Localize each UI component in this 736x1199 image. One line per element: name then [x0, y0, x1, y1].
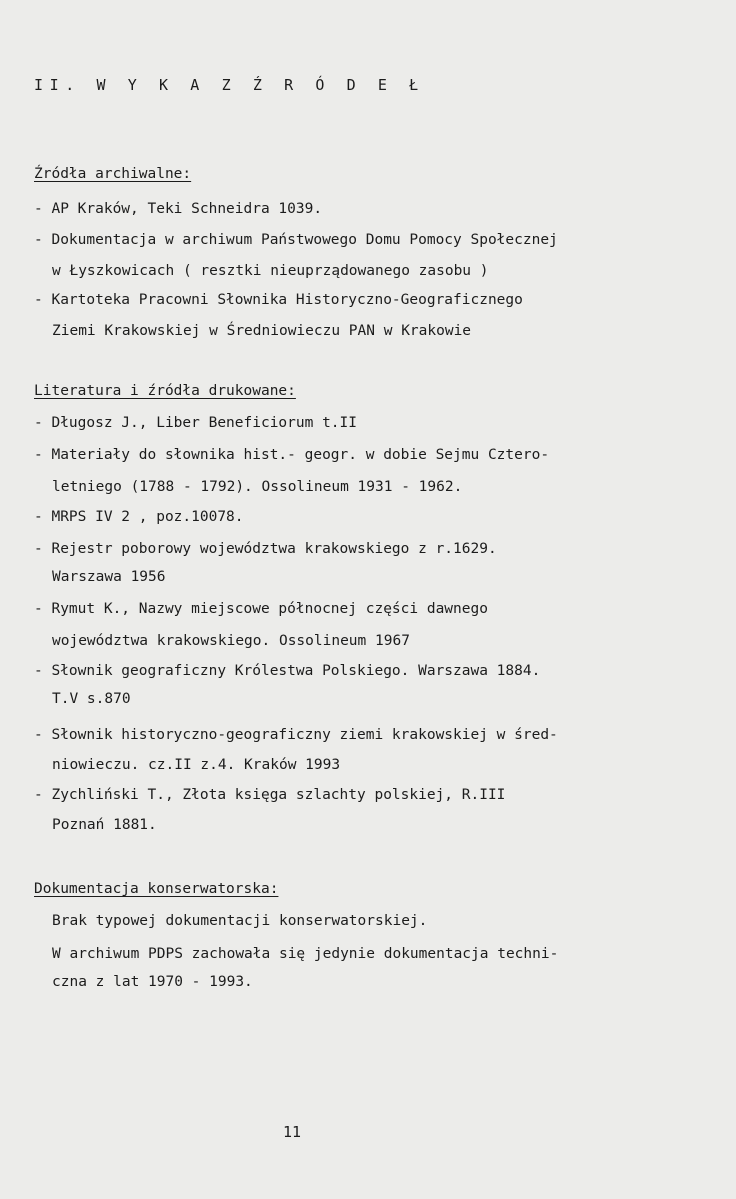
- conservation-line: Brak typowej dokumentacji konserwatorskiej.: [52, 913, 428, 929]
- literature-line: - Zychliński T., Złota księga szlachty polskiej, R.III: [34, 787, 506, 803]
- literature-line: Warszawa 1956: [52, 569, 166, 585]
- literature-line: - Słownik historyczno-geograficzny ziemi krakowskiej w śred-: [34, 727, 558, 743]
- archival-line: - Dokumentacja w archiwum Państwowego Domu Pomocy Społecznej: [34, 232, 558, 248]
- literature-line: T.V s.870: [52, 691, 131, 707]
- literature-line: - Rejestr poborowy województwa krakowskiego z r.1629.: [34, 541, 497, 557]
- section-heading-literature: Literatura i źródła drukowane:: [34, 383, 296, 399]
- conservation-line: W archiwum PDPS zachowała się jedynie dokumentacja techni-: [52, 946, 559, 962]
- literature-line: - Materiały do słownika hist.- geogr. w dobie Sejmu Cztero-: [34, 447, 550, 463]
- literature-line: Poznań 1881.: [52, 817, 157, 833]
- literature-line: letniego (1788 - 1792). Ossolineum 1931 - 1962.: [52, 479, 463, 495]
- archival-line: - Kartoteka Pracowni Słownika Historyczno-Geograficznego: [34, 292, 523, 308]
- archival-line: - AP Kraków, Teki Schneidra 1039.: [34, 201, 323, 217]
- literature-line: - MRPS IV 2 , poz.10078.: [34, 509, 244, 525]
- literature-line: niowieczu. cz.II z.4. Kraków 1993: [52, 757, 341, 773]
- literature-line: - Słownik geograficzny Królestwa Polskiego. Warszawa 1884.: [34, 663, 541, 679]
- conservation-line: czna z lat 1970 - 1993.: [52, 974, 253, 990]
- page-title: II. W Y K A Z Ź R Ó D E Ł: [34, 76, 425, 94]
- page-number: 11: [283, 1123, 302, 1141]
- literature-line: województwa krakowskiego. Ossolineum 1967: [52, 633, 410, 649]
- literature-line: - Rymut K., Nazwy miejscowe północnej części dawnego: [34, 601, 488, 617]
- archival-line: Ziemi Krakowskiej w Średniowieczu PAN w Krakowie: [52, 323, 472, 339]
- literature-line: - Długosz J., Liber Beneficiorum t.II: [34, 415, 358, 431]
- section-heading-conservation: Dokumentacja konserwatorska:: [34, 881, 279, 897]
- archival-line: w Łyszkowicach ( resztki nieuprządowanego zasobu ): [52, 263, 489, 279]
- section-heading-archival: Źródła archiwalne:: [34, 166, 192, 182]
